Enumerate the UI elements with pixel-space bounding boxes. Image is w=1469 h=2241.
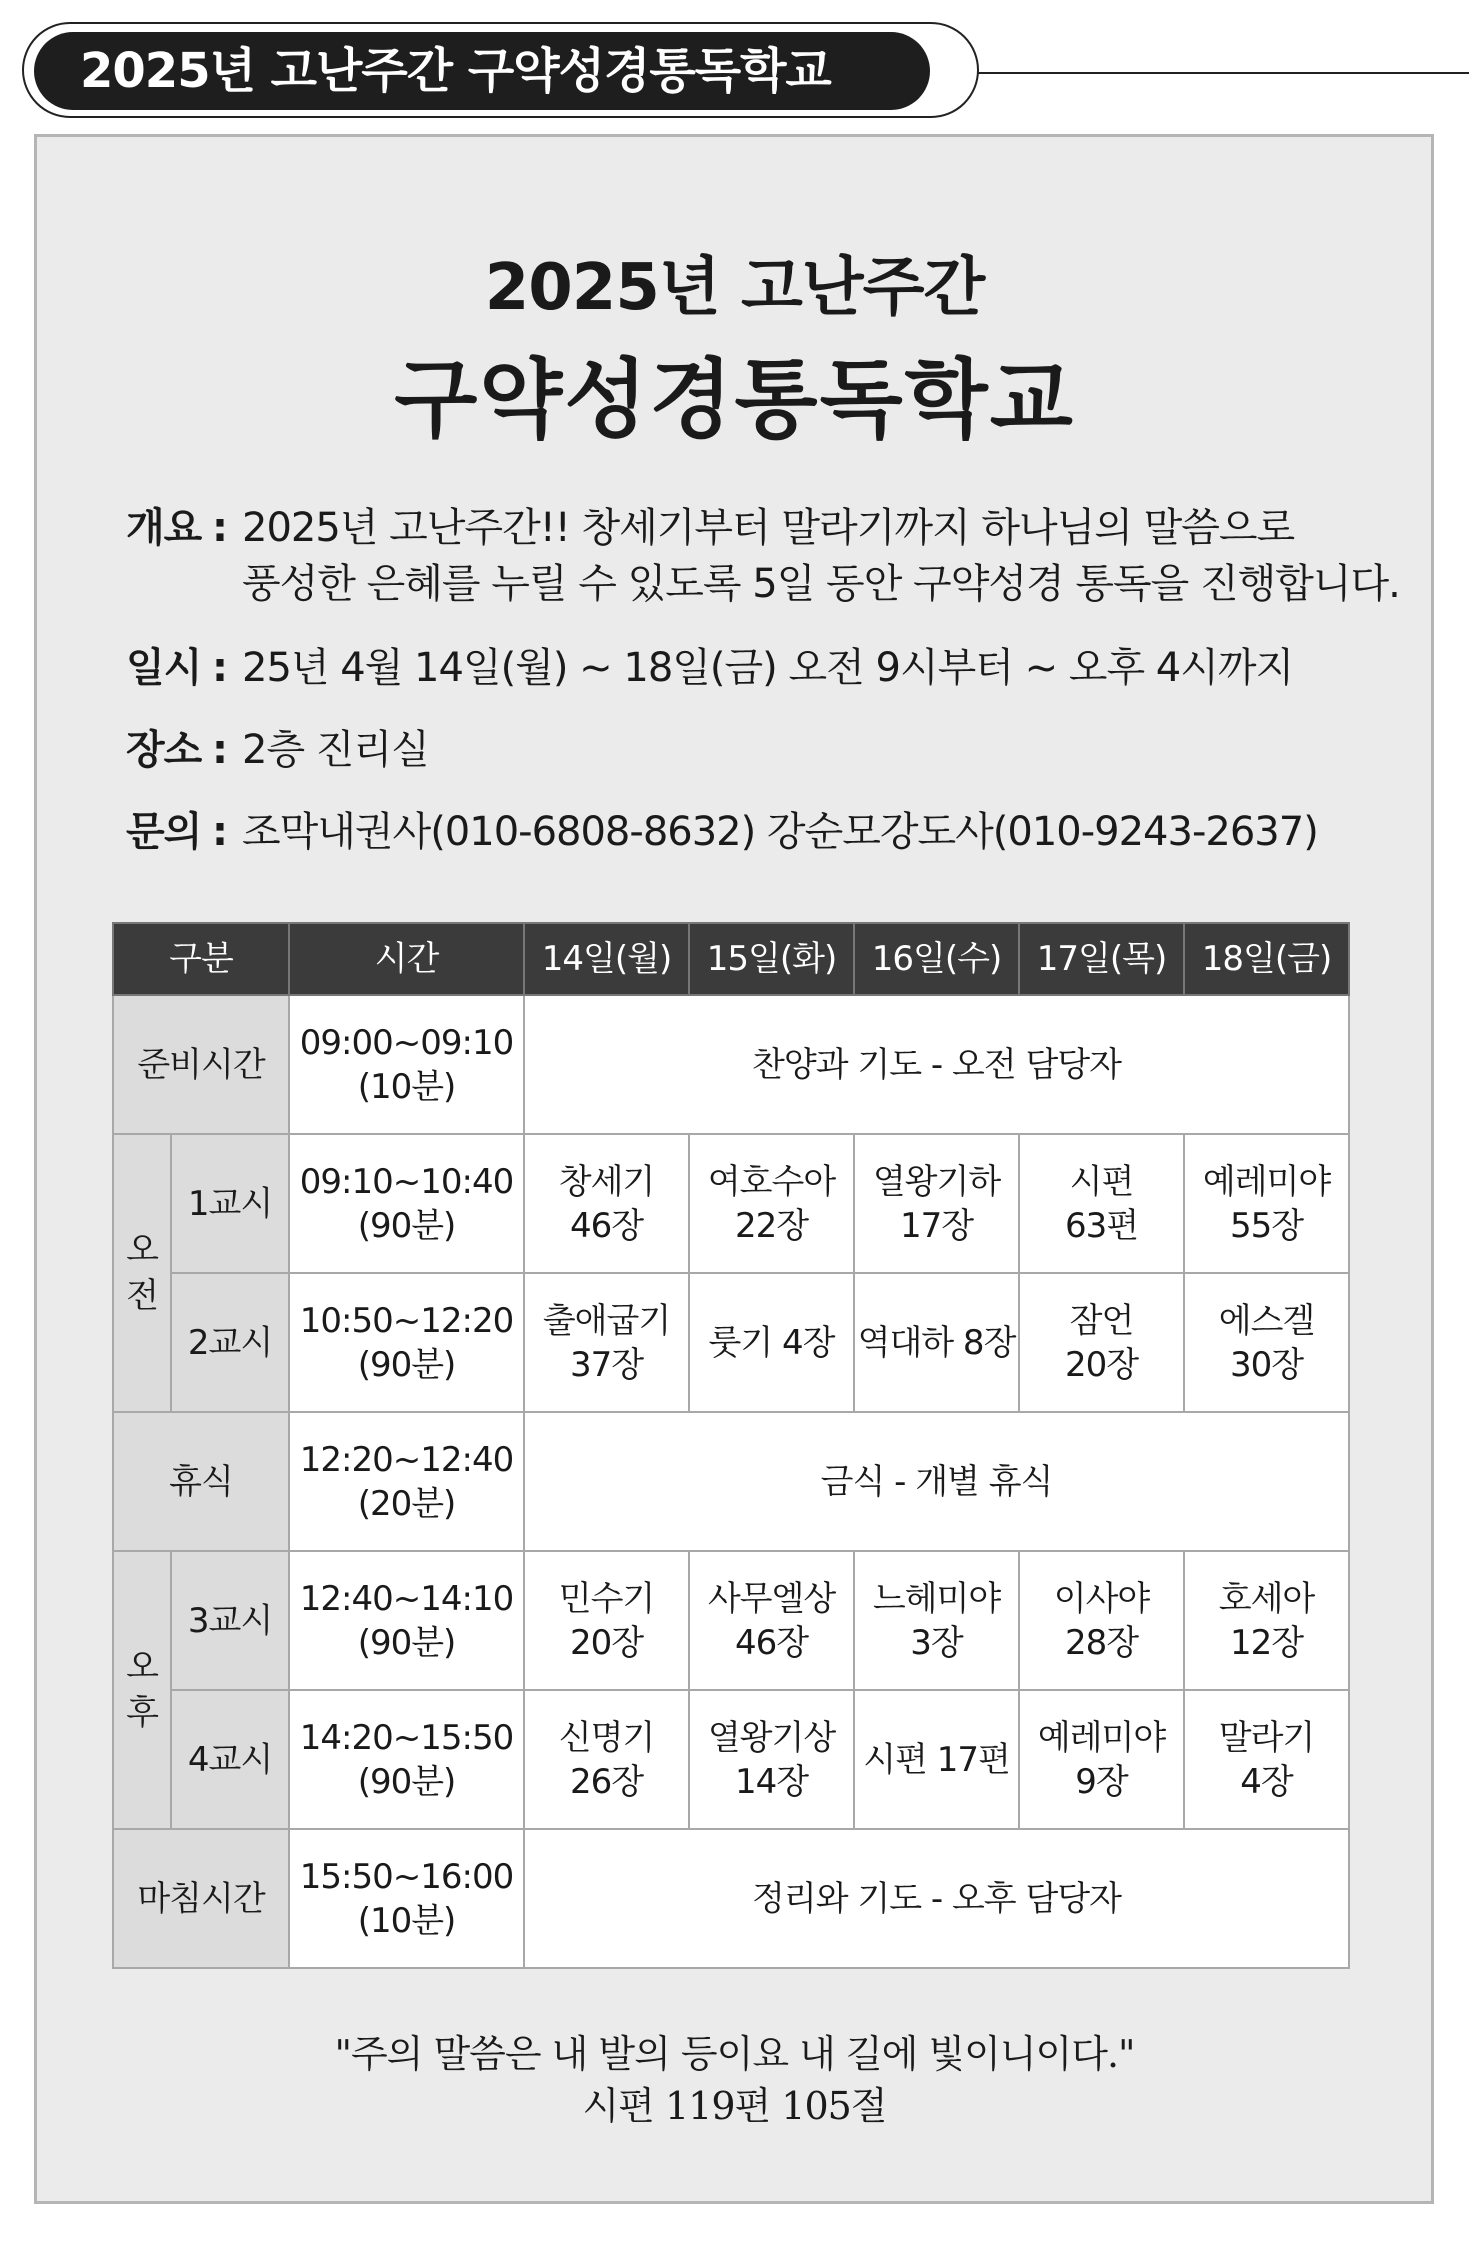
table-row — [113, 1412, 1349, 1551]
row-label: 휴식 — [113, 1412, 289, 1551]
col-header: 18일(금) — [1184, 923, 1349, 995]
time-range: 12:20~12:40 — [299, 1439, 514, 1480]
time-cell — [289, 1134, 524, 1273]
chapter-count: 28장 — [1064, 1622, 1139, 1663]
book-name: 시편 17편 — [863, 1739, 1010, 1780]
scripture-quote: "주의 말씀은 내 발의 등이요 내 길에 빛이니이다." — [334, 2032, 1135, 2076]
info-contact — [126, 804, 1318, 860]
reading-cell — [689, 1690, 854, 1829]
period-label: 3교시 — [171, 1551, 289, 1690]
book-name: 열왕기하 — [872, 1161, 1001, 1202]
header-title: 2025년 고난주간 구약성경통독학교 — [34, 32, 930, 110]
time-range: 14:20~15:50 — [299, 1717, 514, 1758]
info-colon: : — [212, 645, 227, 691]
row-label: 준비시간 — [113, 995, 289, 1134]
chapter-count: 17장 — [899, 1205, 974, 1246]
time-range: 10:50~12:20 — [299, 1300, 514, 1341]
chapter-count: 37장 — [569, 1344, 644, 1385]
reading-cell — [854, 1134, 1019, 1273]
table-row — [113, 1551, 1349, 1690]
book-name: 잠언 — [1069, 1300, 1134, 1341]
info-key: 문의 — [126, 809, 202, 855]
reading-cell — [689, 1551, 854, 1690]
book-name: 열왕기상 — [707, 1717, 836, 1758]
reading-cell — [854, 1273, 1019, 1412]
info-value: 25년 4월 14일(월) ~ 18일(금) 오전 9시부터 ~ 오후 4시까지 — [242, 645, 1294, 691]
book-name: 민수기 — [558, 1578, 655, 1619]
period-label: 4교시 — [171, 1690, 289, 1829]
reading-cell — [1019, 1690, 1184, 1829]
reading-cell — [524, 1551, 689, 1690]
reading-cell — [689, 1273, 854, 1412]
info-key: 장소 — [126, 727, 202, 773]
schedule-table — [112, 922, 1350, 1969]
chapter-count: 46장 — [569, 1205, 644, 1246]
reading-cell — [854, 1551, 1019, 1690]
info-value: 2층 진리실 — [242, 727, 429, 773]
chapter-count: 20장 — [569, 1622, 644, 1663]
chapter-count: 26장 — [569, 1761, 644, 1802]
time-cell — [289, 1273, 524, 1412]
book-name: 창세기 — [558, 1161, 655, 1202]
time-duration: (10분) — [357, 1066, 456, 1107]
time-duration: (90분) — [357, 1205, 456, 1246]
table-row — [113, 995, 1349, 1134]
chapter-count: 14장 — [734, 1761, 809, 1802]
book-name: 여호수아 — [707, 1161, 836, 1202]
book-name: 사무엘상 — [707, 1578, 836, 1619]
row-label: 마침시간 — [113, 1829, 289, 1968]
time-duration: (90분) — [357, 1344, 456, 1385]
chapter-count: 3장 — [910, 1622, 963, 1663]
reading-cell — [1184, 1273, 1349, 1412]
chapter-count: 22장 — [734, 1205, 809, 1246]
merged-content-cell: 찬양과 기도 - 오전 담당자 — [524, 995, 1349, 1134]
info-colon: : — [212, 809, 227, 855]
book-name: 이사야 — [1053, 1578, 1150, 1619]
chapter-count: 63편 — [1064, 1205, 1139, 1246]
book-name: 예레미야 — [1202, 1161, 1331, 1202]
table-header-row — [113, 923, 1349, 995]
info-key: 일시 — [126, 645, 202, 691]
col-header: 시간 — [289, 923, 524, 995]
book-name: 에스겔 — [1218, 1300, 1315, 1341]
reading-cell — [1019, 1273, 1184, 1412]
time-cell — [289, 1412, 524, 1551]
time-duration: (20분) — [357, 1483, 456, 1524]
col-header: 구분 — [113, 923, 289, 995]
merged-content-cell: 정리와 기도 - 오후 담당자 — [524, 1829, 1349, 1968]
reading-cell — [1019, 1134, 1184, 1273]
info-value: 조막내권사(010-6808-8632) 강순모강도사(010-9243-2637) — [242, 809, 1318, 855]
book-name: 호세아 — [1218, 1578, 1315, 1619]
info-colon: : — [212, 505, 227, 551]
col-header: 16일(수) — [854, 923, 1019, 995]
time-range: 09:10~10:40 — [299, 1161, 514, 1202]
time-cell — [289, 995, 524, 1134]
session-label-text: 오전 — [126, 1230, 158, 1316]
time-cell — [289, 1551, 524, 1690]
table-row — [113, 1273, 1349, 1412]
col-header: 17일(목) — [1019, 923, 1184, 995]
reading-cell — [1184, 1551, 1349, 1690]
reading-cell — [1184, 1134, 1349, 1273]
reading-cell — [854, 1690, 1019, 1829]
chapter-count: 55장 — [1229, 1205, 1304, 1246]
reading-cell — [524, 1134, 689, 1273]
header-rule — [960, 72, 1469, 74]
time-range: 12:40~14:10 — [299, 1578, 514, 1619]
table-row — [113, 1134, 1349, 1273]
chapter-count: 12장 — [1229, 1622, 1304, 1663]
book-name: 예레미야 — [1037, 1717, 1166, 1758]
reading-cell — [1019, 1551, 1184, 1690]
period-label: 1교시 — [171, 1134, 289, 1273]
book-name: 역대하 8장 — [857, 1322, 1016, 1363]
book-name: 시편 — [1069, 1161, 1134, 1202]
info-value: 2025년 고난주간!! 창세기부터 말라기까지 하나님의 말씀으로 — [242, 505, 1295, 551]
page-title-year: 2025년 고난주간 — [484, 251, 985, 325]
chapter-count: 20장 — [1064, 1344, 1139, 1385]
merged-content-cell: 금식 - 개별 휴식 — [524, 1412, 1349, 1551]
table-row — [113, 1829, 1349, 1968]
info-value: 풍성한 은혜를 누릴 수 있도록 5일 동안 구약성경 통독을 진행합니다. — [242, 561, 1400, 607]
period-label: 2교시 — [171, 1273, 289, 1412]
time-range: 15:50~16:00 — [299, 1856, 514, 1897]
col-header: 15일(화) — [689, 923, 854, 995]
time-cell — [289, 1829, 524, 1968]
col-header: 14일(월) — [524, 923, 689, 995]
time-cell — [289, 1690, 524, 1829]
session-label-text: 오후 — [126, 1647, 158, 1733]
reading-cell — [1184, 1690, 1349, 1829]
time-duration: (90분) — [357, 1761, 456, 1802]
info-overview — [126, 500, 1400, 612]
info-location — [126, 722, 429, 778]
scripture-reference: 시편 119편 105절 — [582, 2084, 887, 2128]
page-title-main: 구약성경통독학교 — [394, 350, 1075, 450]
time-duration: (10분) — [357, 1900, 456, 1941]
session-label — [113, 1551, 171, 1829]
reading-cell — [524, 1273, 689, 1412]
time-range: 09:00~09:10 — [299, 1022, 514, 1063]
book-name: 느헤미야 — [872, 1578, 1001, 1619]
info-datetime — [126, 640, 1293, 696]
time-duration: (90분) — [357, 1622, 456, 1663]
chapter-count: 9장 — [1075, 1761, 1128, 1802]
book-name: 말라기 — [1218, 1717, 1315, 1758]
book-name: 출애굽기 — [542, 1300, 671, 1341]
chapter-count: 46장 — [734, 1622, 809, 1663]
book-name: 룻기 4장 — [708, 1322, 835, 1363]
session-label — [113, 1134, 171, 1412]
info-colon: : — [212, 727, 227, 773]
reading-cell — [524, 1690, 689, 1829]
info-key: 개요 — [126, 505, 202, 551]
reading-cell — [689, 1134, 854, 1273]
chapter-count: 30장 — [1229, 1344, 1304, 1385]
chapter-count: 4장 — [1240, 1761, 1293, 1802]
book-name: 신명기 — [558, 1717, 655, 1758]
table-row — [113, 1690, 1349, 1829]
